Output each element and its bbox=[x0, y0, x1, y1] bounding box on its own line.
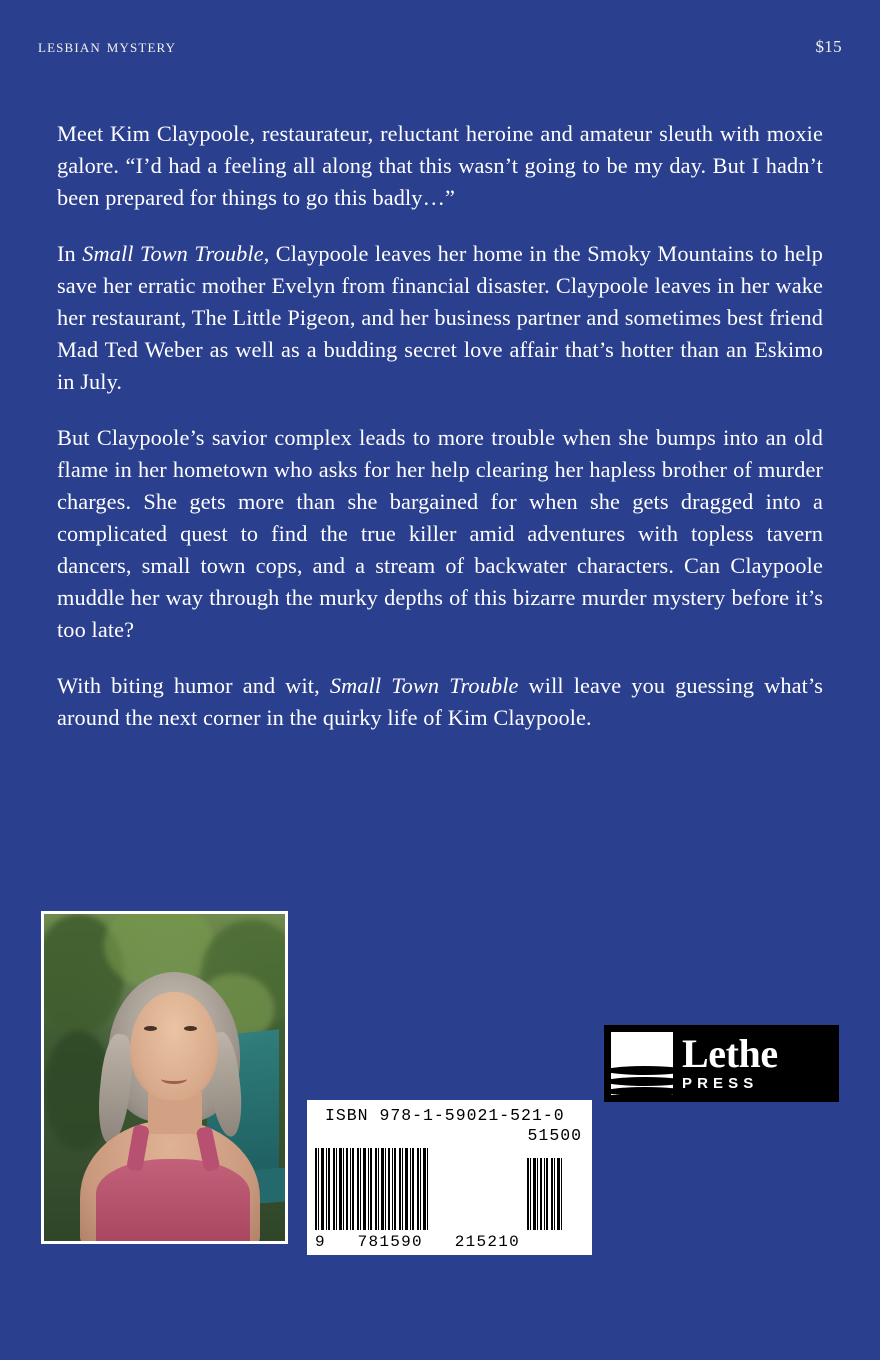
blurb-paragraph-4 bbox=[57, 670, 823, 734]
blurb-p4-lead: With biting humor and wit, bbox=[57, 673, 330, 698]
blurb-p4-rest: will leave you guessing what’s around the next corner in the quirky life of Kim Claypoole. bbox=[57, 673, 824, 730]
publisher-name-block bbox=[673, 1032, 832, 1095]
barcode-main-symbol bbox=[315, 1148, 515, 1230]
blurb-paragraph-3 bbox=[57, 422, 823, 646]
publisher-name: Lethe bbox=[682, 1031, 778, 1076]
ean-group-2: 215210 bbox=[454, 1233, 520, 1251]
ean-left-digit: 9 bbox=[315, 1233, 326, 1251]
barcode-bars bbox=[315, 1148, 589, 1230]
price-label: $15 bbox=[815, 37, 842, 56]
portrait-top bbox=[96, 1159, 250, 1241]
portrait-eye bbox=[184, 1026, 197, 1031]
barcode bbox=[307, 1100, 592, 1255]
wave-line bbox=[611, 1087, 673, 1095]
book-title-italic: Small Town Trouble bbox=[82, 241, 264, 266]
book-title-italic-2: Small Town Trouble bbox=[329, 673, 519, 698]
isbn-text: ISBN 978-1-59021-521-0 bbox=[325, 1106, 565, 1125]
blurb-p2-lead: In bbox=[57, 241, 83, 266]
portrait-eye bbox=[144, 1026, 157, 1031]
blurb-p2-rest: , Claypoole leaves her home in the Smoky Mountains to help save her erratic mother Evelyn from financial disaster. Claypoole leaves in her wake her restaurant, The Little Pigeon, and her business partner and sometimes best friend Mad Ted Weber as well as a budding secret love affair that’s hotter than an Eskimo in July. bbox=[57, 241, 823, 394]
blurb-p1-text: Meet Kim Claypoole, restaurateur, reluctant heroine and amateur sleuth with moxie galore. “I’d had a feeling all along that this wasn’t going to be my day. But I hadn’t been prepared for things to go this badly…” bbox=[57, 121, 823, 210]
cover-header bbox=[38, 36, 842, 66]
blurb-paragraph-2 bbox=[57, 238, 823, 398]
blurb-text bbox=[57, 118, 823, 734]
barcode-addon-symbol bbox=[527, 1158, 589, 1230]
wave-line bbox=[611, 1066, 673, 1075]
portrait-mouth bbox=[161, 1074, 187, 1084]
blurb-p3-text: But Claypoole’s savior complex leads to more trouble when she bumps into an old flame in her hometown who asks for her help clearing her hapless brother of murder charges. She gets more than she bargained for when she gets dragged into a complicated quest to find the true killer amid adventures with topless tavern dancers, small town cops, and a stream of backwater characters. Can Claypoole muddle her way through the murky depths of this bizarre murder mystery before it’s too late? bbox=[57, 425, 823, 642]
publisher-subtitle: PRESS bbox=[682, 1075, 759, 1092]
author-photo bbox=[41, 911, 288, 1244]
barcode-addon-text: 51500 bbox=[527, 1126, 582, 1145]
genre-label: lesbian mystery bbox=[38, 36, 177, 57]
ean-group-1: 781590 bbox=[357, 1233, 423, 1251]
wave-icon bbox=[611, 1032, 673, 1095]
publisher-logo bbox=[604, 1025, 839, 1102]
author-photo-image bbox=[44, 914, 285, 1241]
wave-line bbox=[611, 1077, 673, 1086]
blurb-paragraph-1 bbox=[57, 118, 823, 214]
ean-digits bbox=[315, 1233, 520, 1251]
